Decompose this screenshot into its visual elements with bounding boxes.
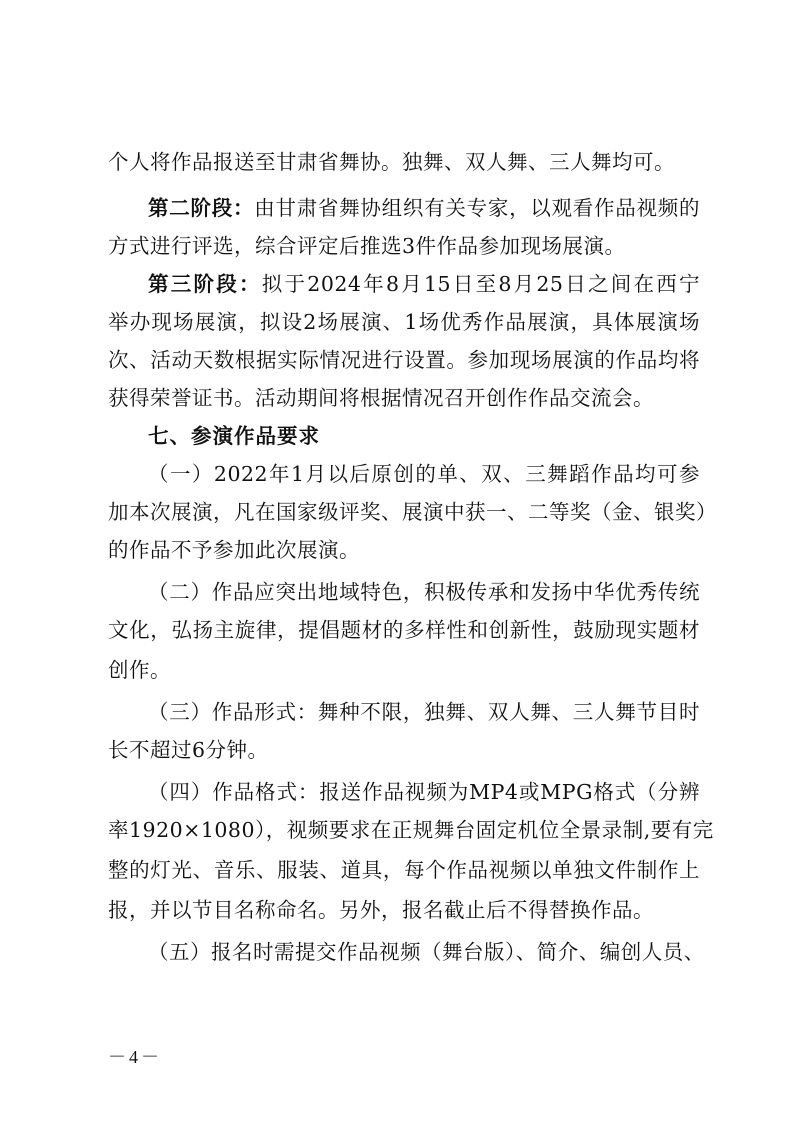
stage3-label: 第三阶段：	[148, 272, 262, 296]
item2-line-3: 创作。	[108, 658, 171, 682]
stage3-line-1	[148, 270, 700, 298]
section-heading: 七、参演作品要求	[148, 424, 320, 448]
item3-line-2: 长不超过6分钟。	[108, 738, 269, 762]
item1-line-2: 加本次展演，凡在国家级评奖、展演中获一、二等奖（金、银奖）	[108, 500, 717, 524]
item4-line-1: （四）作品格式：报送作品视频为MP4或MPG格式（分辨	[148, 780, 700, 804]
stage3-line-2: 举办现场展演，拟设2场展演、1场优秀作品展演，具体展演场	[108, 310, 700, 334]
item4-line-4: 报，并以节目名称命名。另外，报名截止后不得替换作品。	[108, 898, 654, 922]
stage1-tail-line: 个人将作品报送至甘肃省舞协。独舞、双人舞、三人舞均可。	[108, 150, 675, 174]
item1-line-3: 的作品不予参加此次展演。	[108, 538, 360, 562]
stage2-line-1	[148, 194, 700, 222]
item5-line-1: （五）报名时需提交作品视频（舞台版）、简介、编创人员、	[148, 940, 705, 964]
item1-line-1: （一）2022年1月以后原创的单、双、三舞蹈作品均可参	[148, 462, 700, 486]
stage2-text-1: 由甘肃省舞协组织有关专家，以观看作品视频的	[254, 196, 701, 220]
item3-line-1: （三）作品形式：舞种不限，独舞、双人舞、三人舞节目时	[148, 700, 700, 724]
stage3-line-4: 获得荣誉证书。活动期间将根据情况召开创作作品交流会。	[108, 386, 654, 410]
stage2-line-2: 方式进行评选，综合评定后推选3件作品参加现场展演。	[108, 234, 626, 258]
stage2-label: 第二阶段：	[148, 196, 255, 220]
page-number: －4－	[108, 1047, 162, 1067]
item4-line-3: 整的灯光、音乐、服装、道具，每个作品视频以单独文件制作上	[108, 858, 700, 882]
item2-line-1: （二）作品应突出地域特色，积极传承和发扬中华优秀传统	[148, 580, 700, 604]
item2-line-2: 文化，弘扬主旋律，提倡题材的多样性和创新性，鼓励现实题材	[108, 618, 700, 642]
stage3-line-3: 次、活动天数根据实际情况进行设置。参加现场展演的作品均将	[108, 348, 700, 372]
stage3-text-1: 拟于2024年8月15日至8月25日之间在西宁	[261, 272, 700, 296]
item4-line-2: 率1920×1080），视频要求在正规舞台固定机位全景录制,要有完	[108, 818, 714, 842]
